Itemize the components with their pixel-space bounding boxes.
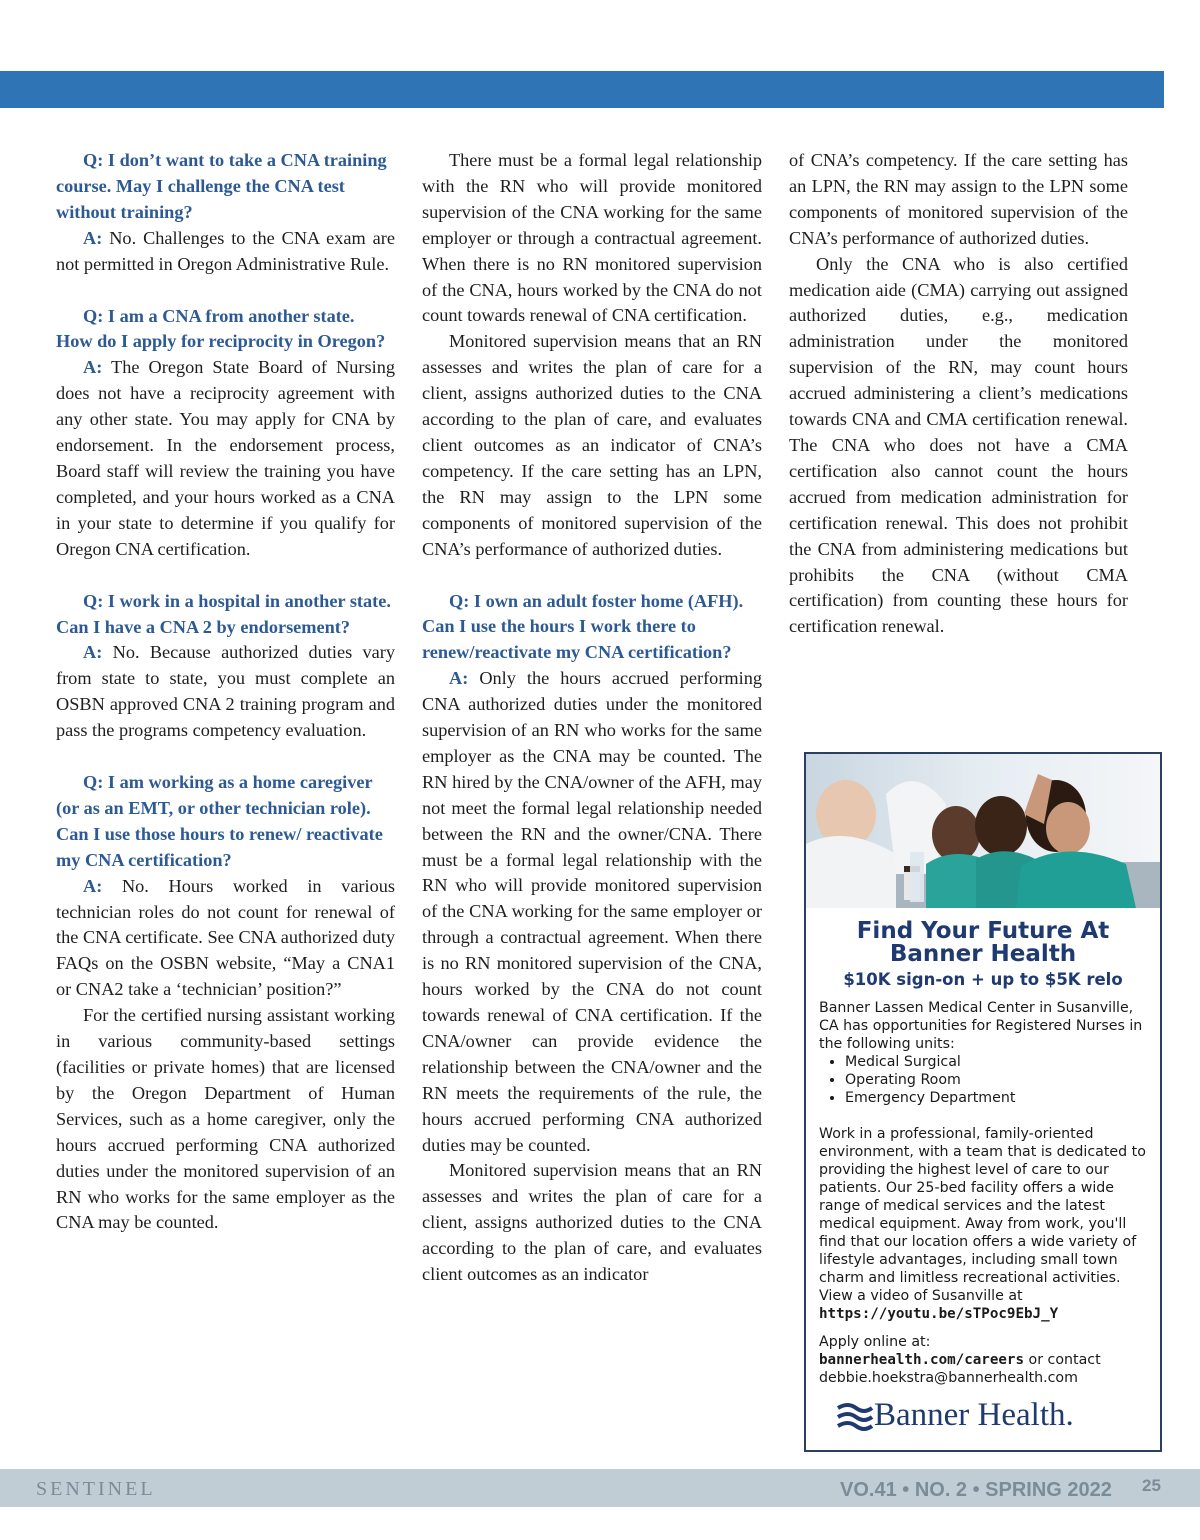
answer-text: Only the hours accrued performing CNA authorized duties under the monitored supervision of an RN who works for the same employer as the CNA may be counted. The RN hired by the CNA/owner of the AFH, may not meet the formal legal relationship needed between the RN and the owner/CNA. There must be a formal legal relationship with the RN who will provide monitored supervision of the CNA working for the same employer or through a contractual agreement. When there is no RN monitored supervision of the CNA, hours worked by the CNA do not count towards renewal of CNA certification. If the CNA/owner can provide evidence the relationship between the CNA/owner and the RN meets the requirements of the rule, the hours accrued performing CNA authorized duties may be counted. — [422, 668, 762, 1155]
answer-home-caregiver — [56, 874, 395, 1004]
ad-description-text: Work in a professional, family-oriented environment, with a team that is dedicated to providing the highest level of care to our patients. Our 25-bed facility offers a wide range of medical services and the latest medical equipment. Away from work, you'll find that our location offers a wide variety of lifestyle advantages, including small town charm and limitless recreational activities. View a video of Susanville at — [819, 1126, 1146, 1304]
video-link[interactable]: https://youtu.be/sTPoc9EbJ_Y — [819, 1306, 1059, 1322]
careers-link[interactable]: bannerhealth.com/careers — [819, 1352, 1024, 1368]
question-home-caregiver: Q: I am working as a home caregiver (or as an EMT, or other technician role). Can I use those hours to renew/ reactivate my CNA certification? — [56, 772, 383, 870]
ad-intro: Banner Lassen Medical Center in Susanville, CA has opportunities for Registered Nurses in the following units: — [819, 1000, 1143, 1052]
page-number: 25 — [1142, 1476, 1161, 1495]
paragraph-cma: Only the CNA who is also certified medication aide (CMA) carrying out assigned authorized duties, e.g., medication administration under the monitored supervision of the RN, may count hours accrued administering a client’s medications towards CNA and CMA certification renewal. The CNA who does not have a CMA certification also cannot count the hours accrued from medication administration for certification renewal. This does not prohibit the CNA from administering medications but prohibits the CNA (without CMA certification) from counting these hours for certification renewal. — [789, 253, 1128, 637]
answer-adult-foster-home — [422, 666, 762, 1158]
answer-challenge-test — [56, 226, 395, 278]
logo-text: Banner Health. — [874, 1397, 1074, 1433]
column-1 — [56, 148, 395, 1236]
answer-cna2-endorsement — [56, 640, 395, 744]
ad-title-line-2: Banner Health — [889, 941, 1077, 967]
publication-name: SENTINEL — [36, 1478, 156, 1500]
paragraph-monitored-supervision: Monitored supervision means that an RN assesses and writes the plan of care for a client, assigns authorized duties to the CNA according to the plan of care, and evaluates client outcomes as an indicator of CNA’s competency. If the care setting has an LPN, the RN may assign to the LPN some components of monitored supervision of the CNA’s performance of authorized duties. — [422, 331, 762, 559]
paragraph-competency-continued: of CNA’s competency. If the care setting has an LPN, the RN may assign to the LPN some components of monitored supervision of the CNA’s performance of authorized duties. — [789, 150, 1128, 248]
answer-label: A: — [449, 668, 469, 689]
paragraph-legal-relationship: There must be a formal legal relationship with the RN who will provide monitored supervision of the CNA working for the same employer or through a contractual agreement. When there is no RN monitored supervision of the CNA, hours worked by the CNA do not count towards renewal of CNA certification. — [422, 150, 762, 326]
column-2 — [422, 148, 762, 1288]
column-3 — [789, 148, 1128, 640]
answer-reciprocity — [56, 355, 395, 562]
footer-bar — [0, 1469, 1200, 1507]
question-adult-foster-home: Q: I own an adult foster home (AFH). Can I use the hours I work there to renew/reactivate my CNA certification? — [422, 590, 744, 663]
ad-unit-item: • Emergency Department — [845, 1089, 1153, 1107]
ad-title-line-1: Find Your Future At — [856, 918, 1110, 944]
banner-health-ad — [804, 752, 1162, 1452]
apply-label: Apply online at: — [819, 1334, 931, 1350]
or-contact-text: or contact — [1028, 1352, 1101, 1368]
email-link[interactable]: debbie.hoekstra@bannerhealth.com — [819, 1370, 1078, 1386]
answer-label: A: — [83, 357, 103, 378]
paragraph-monitored-supervision-2: Monitored supervision means that an RN assesses and writes the plan of care for a client, assigns authorized duties to the CNA according to the plan of care, and evaluates client outcomes as an indicator — [422, 1160, 762, 1285]
answer-label: A: — [83, 642, 103, 663]
ad-body — [819, 999, 1153, 1387]
question-challenge-test: Q: I don’t want to take a CNA training course. May I challenge the CNA test without training? — [56, 150, 387, 222]
answer-text: No. Challenges to the CNA exam are not permitted in Oregon Administrative Rule. — [56, 227, 395, 274]
question-cna2-endorsement: Q: I work in a hospital in another state. Can I have a CNA 2 by endorsement? — [56, 590, 391, 637]
ad-description — [819, 1125, 1153, 1323]
nurses-photo — [806, 754, 1160, 908]
ad-units-list — [819, 1053, 1153, 1107]
banner-wave-icon — [836, 1400, 874, 1436]
paragraph-community-settings: For the certified nursing assistant working in various community-based settings (facilities or private homes) that are licensed by the Oregon Department of Human Services, such as a home caregiver, only the hours accrued performing CNA authorized duties under the monitored supervision of an RN who works for the same employer as the CNA may be counted. — [56, 1005, 395, 1233]
answer-text: The Oregon State Board of Nursing does not have a reciprocity agreement with any other state. You may apply for CNA by endorsement. In the endorsement process, Board staff will review the training you have completed, and your hours worked as a CNA in your state to determine if you qualify for Oregon CNA certification. — [56, 357, 395, 559]
banner-health-logo — [836, 1397, 1136, 1440]
header-bar — [0, 71, 1164, 108]
answer-text: No. Hours worked in various technician roles do not count for renewal of the CNA certificate. See CNA authorized duty FAQs on the OSBN website, “May a CNA1 or CNA2 take a ‘technician’ position?” — [56, 875, 395, 1000]
answer-text: No. Because authorized duties vary from state to state, you must complete an OSBN approved CNA 2 training program and pass the programs competency evaluation. — [56, 642, 396, 741]
ad-title — [806, 920, 1160, 966]
answer-label: A: — [83, 875, 103, 896]
question-reciprocity: Q: I am a CNA from another state. How do I apply for reciprocity in Oregon? — [56, 305, 386, 352]
ad-unit-item: • Medical Surgical — [845, 1053, 1153, 1071]
ad-subtitle: $10K sign-on + up to $5K relo — [843, 970, 1123, 989]
answer-label: A: — [83, 227, 103, 248]
ad-apply — [819, 1333, 1153, 1387]
ad-unit-item: • Operating Room — [845, 1071, 1153, 1089]
issue-info: VO.41 • NO. 2 • SPRING 2022 — [840, 1479, 1112, 1501]
